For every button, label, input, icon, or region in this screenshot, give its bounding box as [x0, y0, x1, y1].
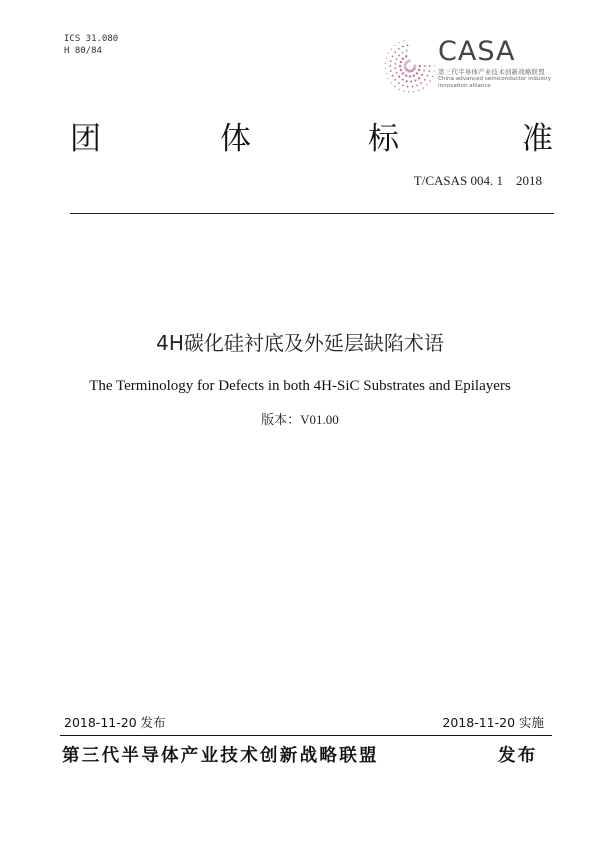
logo-dot — [408, 91, 409, 92]
logo-dot — [390, 60, 392, 62]
logo-dot — [402, 46, 404, 48]
logo-dot — [402, 78, 404, 80]
logo-org-en-line1: China advanced semiconductor industry — [438, 76, 552, 82]
logo-dot — [406, 80, 408, 82]
logo-dot — [403, 40, 404, 41]
logo-dot — [389, 65, 391, 67]
logo-dot — [400, 61, 403, 64]
logo-dot — [421, 74, 423, 76]
logo-org-en-line2: innovation alliance — [438, 83, 491, 89]
standard-type-char: 准 — [522, 121, 553, 157]
logo-dot — [394, 67, 396, 69]
logo-dot — [419, 65, 422, 68]
logo-dot — [426, 84, 427, 85]
logo-dot — [405, 55, 408, 58]
document-title-en: The Terminology for Defects in both 4H-SiC Substrates and Epilayers — [89, 378, 511, 394]
logo-dot — [418, 90, 419, 91]
logo-dot — [413, 65, 416, 68]
logo-dot — [394, 86, 395, 87]
logo-name: CASA — [438, 36, 516, 67]
logo-dot — [402, 51, 404, 53]
logo-dot — [391, 82, 392, 83]
logo-dot — [424, 79, 426, 81]
logo-dot — [413, 91, 414, 92]
logo-dot — [434, 65, 435, 66]
logo-dot — [407, 45, 409, 47]
logo-dot — [394, 51, 396, 53]
document-title-cn: 4H碳化硅衬底及外延层缺陷术语 — [156, 331, 444, 355]
logo-dot — [410, 81, 412, 83]
logo-dot — [399, 42, 400, 43]
ccs-code: H 80/84 — [64, 46, 102, 56]
logo-dot — [388, 78, 389, 79]
logo-dot — [420, 82, 422, 84]
footer-divider — [60, 735, 552, 736]
logo-dot — [424, 65, 426, 67]
ics-code: ICS 31.080 — [64, 34, 119, 44]
logo-dot — [385, 68, 386, 69]
logo-dot — [408, 59, 411, 62]
logo-dot — [396, 58, 398, 60]
logo-dot — [427, 75, 429, 77]
logo-dot — [418, 77, 420, 79]
logo-dot — [423, 70, 425, 72]
logo-dot — [406, 50, 408, 52]
logo-dot — [398, 48, 400, 50]
logo-dot — [414, 79, 416, 81]
logo-dot — [416, 85, 418, 87]
logo-org-cn: 第三代半导体产业技术创新战略联盟 — [438, 68, 546, 76]
logo-dot — [391, 49, 392, 50]
standard-type-char: 体 — [220, 121, 251, 157]
logo-dot — [398, 82, 400, 84]
logo-dot — [386, 73, 387, 74]
logo-dot — [403, 91, 404, 92]
implementation-date: 2018-11-20 实施 — [442, 715, 544, 730]
logo-dot — [388, 53, 389, 54]
logo-dot — [432, 76, 433, 77]
logo-dot — [402, 85, 404, 87]
standard-number: T/CASAS 004. 1 2018 — [413, 173, 542, 188]
publish-label: 发布 — [498, 746, 538, 766]
standard-type-title — [70, 120, 554, 160]
logo-dot — [411, 69, 414, 72]
publisher-name: 第三代半导体产业技术创新战略联盟 — [62, 746, 379, 766]
logo-dot — [394, 45, 395, 46]
logo-dot — [386, 58, 387, 59]
logo-dot — [398, 76, 400, 78]
logo-dot — [392, 75, 394, 77]
logo-dot — [413, 74, 416, 77]
logo-dot — [390, 70, 392, 72]
logo-dot — [399, 89, 400, 90]
casa-logo — [380, 36, 555, 94]
issue-date: 2018-11-20 发布 — [64, 715, 166, 730]
logo-dot — [430, 80, 431, 81]
ics-classification — [64, 33, 118, 57]
logo-dot — [405, 74, 408, 77]
logo-dot — [429, 65, 431, 67]
logo-dot — [400, 69, 403, 72]
globe-dots-icon — [380, 36, 440, 94]
document-version: 版本：V01.00 — [261, 412, 339, 427]
logo-dot — [385, 63, 386, 64]
standard-type-char: 标 — [368, 121, 399, 157]
logo-dot — [412, 86, 414, 88]
logo-dot — [416, 72, 419, 75]
logo-dot — [402, 72, 405, 75]
header-divider — [70, 213, 554, 214]
logo-dot — [404, 66, 407, 69]
logo-dot — [399, 65, 402, 68]
logo-dot — [418, 69, 421, 72]
logo-dot — [409, 75, 412, 78]
logo-dot — [396, 72, 398, 74]
logo-dot — [394, 63, 396, 65]
logo-dot — [392, 55, 394, 57]
logo-dot — [423, 88, 424, 89]
standard-type-char: 团 — [70, 121, 101, 157]
logo-dot — [398, 54, 400, 56]
logo-dot — [394, 79, 396, 81]
logo-dot — [428, 70, 430, 72]
logo-dot — [434, 71, 435, 72]
logo-dot — [402, 57, 405, 60]
logo-dot — [407, 86, 409, 88]
